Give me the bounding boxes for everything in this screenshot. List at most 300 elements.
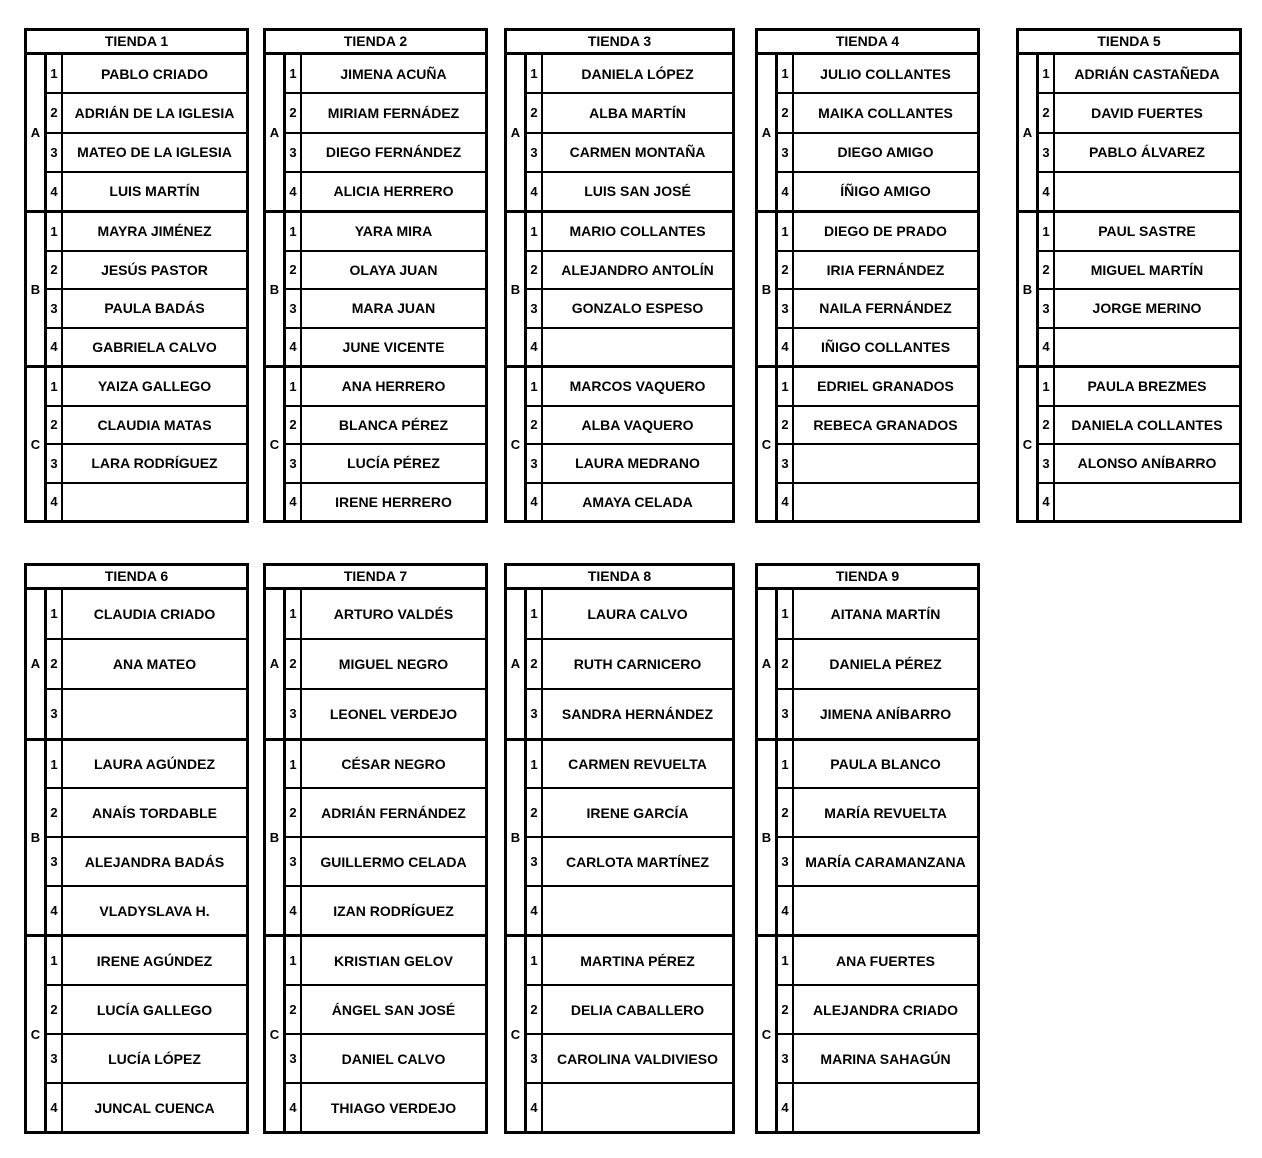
slot-name: GABRIELA CALVO: [92, 338, 217, 355]
slot-number: 3: [778, 134, 794, 171]
slot-row: [47, 55, 246, 92]
tienda-title: TIENDA 4: [758, 31, 977, 55]
group-rows: [47, 368, 246, 520]
slot-row: [778, 638, 977, 688]
group-rows: [286, 937, 485, 1131]
slot-row: [778, 787, 977, 836]
slot-number: 3: [47, 1035, 63, 1082]
slot-number: 2: [47, 407, 63, 444]
slot-number: 1: [527, 213, 543, 250]
group-label: C: [27, 937, 47, 1131]
slot-name: OLAYA JUAN: [349, 261, 438, 278]
group-label: A: [266, 590, 286, 738]
slot-number: 1: [778, 55, 794, 92]
slot-number: 3: [527, 1035, 543, 1082]
slot-number: 1: [527, 368, 543, 405]
slot-row: [778, 327, 977, 366]
slot-name: ALICIA HERRERO: [333, 183, 454, 200]
slot-number: 4: [527, 1084, 543, 1131]
slot-number: 1: [47, 368, 63, 405]
slot-name: CLAUDIA CRIADO: [93, 605, 216, 622]
slot-number: 4: [286, 1084, 302, 1131]
slot-row: [47, 836, 246, 885]
slot-number: 2: [1039, 407, 1055, 444]
slot-name: MIRIAM FERNÁDEZ: [327, 104, 460, 121]
slot-number: 3: [286, 290, 302, 327]
group-label: C: [266, 937, 286, 1131]
slot-number: 3: [527, 445, 543, 482]
slot-number: 1: [778, 937, 794, 984]
slot-name: DAVID FUERTES: [1091, 104, 1203, 121]
slot-number: 4: [527, 484, 543, 521]
slot-row: [527, 92, 732, 131]
group-label: B: [758, 213, 778, 365]
group-label: B: [1019, 213, 1039, 365]
group-label: C: [1019, 368, 1039, 520]
group-a: [507, 55, 732, 210]
group-b: [758, 210, 977, 365]
slot-number: 1: [47, 590, 63, 638]
slot-row: [47, 937, 246, 984]
slot-number: 2: [527, 407, 543, 444]
slot-number: 1: [778, 368, 794, 405]
slot-row: [527, 638, 732, 688]
slot-number: 2: [527, 252, 543, 289]
slot-row: [1039, 482, 1239, 521]
slot-name: MAIKA COLLANTES: [818, 104, 953, 121]
slot-number: 2: [1039, 94, 1055, 131]
slot-name: ÍÑIGO AMIGO: [840, 183, 931, 200]
slot-name: CARMEN REVUELTA: [568, 756, 707, 772]
slot-number: 1: [286, 741, 302, 788]
slot-row: [778, 1082, 977, 1131]
slot-number: 4: [286, 173, 302, 210]
group-rows: [778, 213, 977, 365]
slot-number: 4: [527, 173, 543, 210]
slot-number: 3: [1039, 445, 1055, 482]
slot-name: [794, 445, 977, 482]
slot-row: [1039, 92, 1239, 131]
slot-number: 1: [527, 55, 543, 92]
slot-name: [543, 1084, 732, 1131]
group-c: [27, 934, 246, 1131]
slot-name: PAULA BADÁS: [104, 300, 205, 317]
tienda-table: [263, 563, 488, 1134]
slot-number: 4: [286, 329, 302, 366]
slot-name: LUIS MARTÍN: [109, 183, 200, 200]
slot-row: [47, 638, 246, 688]
slot-row: [47, 132, 246, 171]
slot-row: [286, 368, 485, 405]
group-rows: [1039, 368, 1239, 520]
slot-number: 1: [1039, 368, 1055, 405]
group-label: B: [507, 213, 527, 365]
slot-name: DIEGO DE PRADO: [824, 223, 947, 240]
slot-number: 3: [47, 134, 63, 171]
tienda-body: [27, 590, 246, 1131]
group-label: A: [758, 590, 778, 738]
slot-number: 1: [778, 590, 794, 638]
tienda-table: [504, 563, 735, 1134]
slot-name: KRISTIAN GELOV: [333, 952, 453, 969]
group-a: [758, 55, 977, 210]
slot-number: 1: [527, 937, 543, 984]
tienda-title: TIENDA 5: [1019, 31, 1239, 55]
slot-row: [47, 590, 246, 638]
slot-name: PABLO ÁLVAREZ: [1089, 144, 1205, 161]
group-label: A: [758, 55, 778, 210]
slot-name: DANIEL CALVO: [341, 1050, 446, 1067]
slot-number: 2: [47, 640, 63, 688]
slot-number: 1: [286, 55, 302, 92]
slot-row: [527, 741, 732, 788]
group-b: [27, 738, 246, 935]
slot-number: 2: [527, 640, 543, 688]
slot-row: [47, 92, 246, 131]
slot-row: [1039, 213, 1239, 250]
slot-number: 3: [286, 838, 302, 885]
slot-name: ADRIÁN FERNÁNDEZ: [321, 804, 466, 821]
group-label: B: [266, 213, 286, 365]
slot-name: [794, 887, 977, 934]
slot-number: 4: [778, 329, 794, 366]
slot-name: [543, 329, 732, 366]
slot-name: MARINA SAHAGÚN: [820, 1050, 951, 1067]
group-label: A: [266, 55, 286, 210]
slot-row: [47, 250, 246, 289]
slot-row: [47, 688, 246, 738]
slot-row: [47, 405, 246, 444]
slot-number: 2: [778, 252, 794, 289]
slot-name: IRIA FERNÁNDEZ: [826, 261, 945, 278]
slot-number: 4: [47, 329, 63, 366]
tienda-body: [758, 55, 977, 520]
slot-row: [47, 213, 246, 250]
slot-row: [527, 368, 732, 405]
slot-number: 4: [778, 173, 794, 210]
slot-number: 2: [778, 640, 794, 688]
slot-name: ALBA MARTÍN: [589, 104, 686, 121]
slot-name: MARA JUAN: [351, 300, 436, 317]
tienda-table: [1016, 28, 1242, 523]
slot-number: 3: [778, 838, 794, 885]
group-c: [1019, 365, 1239, 520]
slot-row: [778, 443, 977, 482]
slot-number: 1: [286, 213, 302, 250]
group-a: [266, 55, 485, 210]
slot-name: ALEJANDRA BADÁS: [84, 853, 225, 870]
slot-row: [527, 937, 732, 984]
group-b: [507, 738, 732, 935]
slot-row: [527, 405, 732, 444]
group-label: A: [27, 55, 47, 210]
group-rows: [778, 937, 977, 1131]
slot-row: [527, 55, 732, 92]
group-a: [1019, 55, 1239, 210]
group-rows: [286, 368, 485, 520]
group-label: C: [507, 937, 527, 1131]
group-a: [266, 590, 485, 738]
slot-name: ADRIÁN CASTAÑEDA: [1074, 65, 1220, 82]
slot-number: 1: [527, 741, 543, 788]
slot-row: [286, 171, 485, 210]
slot-number: 4: [47, 484, 63, 521]
slot-name: [1055, 484, 1239, 521]
group-rows: [47, 590, 246, 738]
tienda-body: [1019, 55, 1239, 520]
tienda-table: [504, 28, 735, 523]
slot-row: [286, 250, 485, 289]
slot-number: 1: [778, 213, 794, 250]
group-rows: [286, 55, 485, 210]
tienda-table: [755, 563, 980, 1134]
slot-row: [778, 132, 977, 171]
slot-number: 2: [527, 789, 543, 836]
slot-number: 2: [286, 789, 302, 836]
slot-name: JIMENA ACUÑA: [340, 65, 447, 82]
slot-row: [1039, 132, 1239, 171]
slot-number: 3: [47, 690, 63, 738]
slot-number: 4: [286, 887, 302, 934]
slot-name: RUTH CARNICERO: [573, 655, 702, 672]
slot-number: 1: [778, 741, 794, 788]
slot-number: 3: [527, 134, 543, 171]
slot-name: ALONSO ANÍBARRO: [1077, 455, 1217, 472]
slot-row: [286, 638, 485, 688]
slot-name: [794, 484, 977, 521]
slot-name: MAYRA JIMÉNEZ: [97, 223, 212, 240]
slot-number: 2: [47, 789, 63, 836]
slot-row: [47, 288, 246, 327]
slot-row: [1039, 405, 1239, 444]
slot-name: VLADYSLAVA H.: [99, 902, 210, 919]
group-a: [27, 590, 246, 738]
group-label: A: [1019, 55, 1039, 210]
group-label: C: [266, 368, 286, 520]
slot-number: 4: [1039, 484, 1055, 521]
slot-number: 3: [286, 134, 302, 171]
slot-row: [778, 92, 977, 131]
slot-name: MIGUEL NEGRO: [338, 655, 449, 672]
group-b: [507, 210, 732, 365]
slot-name: PABLO CRIADO: [100, 65, 209, 82]
group-label: A: [27, 590, 47, 738]
slot-number: 4: [47, 887, 63, 934]
slot-name: BLANCA PÉREZ: [338, 416, 449, 433]
slot-name: LUIS SAN JOSÉ: [584, 183, 691, 200]
slot-number: 4: [778, 1084, 794, 1131]
group-label: C: [507, 368, 527, 520]
slot-row: [286, 1082, 485, 1131]
slot-row: [286, 92, 485, 131]
slot-row: [527, 443, 732, 482]
slot-row: [286, 327, 485, 366]
slot-name: LUCÍA GALLEGO: [96, 1001, 213, 1018]
slot-name: [63, 690, 246, 738]
slot-number: 3: [1039, 134, 1055, 171]
tienda-table: [755, 28, 980, 523]
group-label: B: [27, 213, 47, 365]
slot-name: JIMENA ANÍBARRO: [819, 705, 952, 722]
slot-number: 4: [527, 329, 543, 366]
slot-name: ANA MATEO: [112, 655, 197, 672]
slot-row: [47, 885, 246, 934]
slot-row: [47, 171, 246, 210]
slot-name: DANIELA COLLANTES: [1071, 416, 1223, 433]
slot-number: 2: [286, 407, 302, 444]
slot-number: 2: [47, 252, 63, 289]
slot-name: MARIO COLLANTES: [569, 223, 706, 240]
slot-number: 3: [1039, 290, 1055, 327]
slot-row: [527, 787, 732, 836]
tienda-title: TIENDA 2: [266, 31, 485, 55]
slot-name: IZAN RODRÍGUEZ: [333, 902, 454, 919]
slot-name: YARA MIRA: [354, 223, 433, 240]
slot-row: [778, 288, 977, 327]
slot-row: [527, 836, 732, 885]
slot-name: JESÚS PASTOR: [101, 261, 208, 278]
slot-row: [778, 482, 977, 521]
slot-name: EDRIEL GRANADOS: [817, 378, 954, 395]
group-c: [266, 365, 485, 520]
group-label: B: [507, 741, 527, 935]
group-a: [27, 55, 246, 210]
group-rows: [47, 55, 246, 210]
group-b: [1019, 210, 1239, 365]
slot-row: [286, 288, 485, 327]
slot-name: ALBA VAQUERO: [581, 416, 694, 433]
slot-name: LUCÍA LÓPEZ: [108, 1050, 201, 1067]
slot-name: [1055, 329, 1239, 366]
slot-row: [778, 405, 977, 444]
slot-row: [527, 288, 732, 327]
tienda-title: TIENDA 9: [758, 566, 977, 590]
slot-name: [794, 1084, 977, 1131]
slot-number: 1: [286, 937, 302, 984]
tienda-table: [263, 28, 488, 523]
tienda-body: [27, 55, 246, 520]
group-rows: [527, 741, 732, 935]
slot-row: [1039, 250, 1239, 289]
group-rows: [47, 741, 246, 935]
slot-name: IÑIGO COLLANTES: [820, 338, 951, 355]
slot-row: [47, 327, 246, 366]
slot-name: PAULA BLANCO: [830, 756, 941, 772]
slot-number: 1: [286, 368, 302, 405]
slot-row: [778, 1033, 977, 1082]
slot-row: [527, 984, 732, 1033]
group-rows: [286, 741, 485, 935]
group-rows: [778, 741, 977, 935]
tienda-title: TIENDA 1: [27, 31, 246, 55]
slot-number: 1: [286, 590, 302, 638]
slot-number: 3: [47, 445, 63, 482]
slot-name: YAIZA GALLEGO: [97, 378, 212, 395]
slot-name: DANIELA PÉREZ: [829, 655, 942, 672]
slot-row: [527, 250, 732, 289]
group-b: [266, 738, 485, 935]
group-label: B: [758, 741, 778, 935]
slot-name: CLAUDIA MATAS: [97, 416, 212, 433]
slot-row: [286, 787, 485, 836]
slot-row: [778, 590, 977, 638]
slot-name: ALEJANDRA CRIADO: [813, 1001, 958, 1018]
slot-row: [778, 741, 977, 788]
group-b: [266, 210, 485, 365]
slot-number: 3: [47, 290, 63, 327]
slot-row: [47, 1033, 246, 1082]
tienda-title: TIENDA 7: [266, 566, 485, 590]
slot-row: [527, 482, 732, 521]
group-rows: [527, 590, 732, 738]
slot-number: 3: [527, 690, 543, 738]
slot-row: [527, 171, 732, 210]
slot-row: [286, 1033, 485, 1082]
slot-number: 1: [527, 590, 543, 638]
slot-name: ALEJANDRO ANTOLÍN: [561, 261, 714, 278]
slot-name: DIEGO AMIGO: [837, 144, 934, 161]
slot-number: 1: [47, 55, 63, 92]
slot-number: 2: [527, 986, 543, 1033]
slot-row: [1039, 327, 1239, 366]
slot-number: 4: [778, 484, 794, 521]
group-label: C: [758, 937, 778, 1131]
slot-name: IRENE HERRERO: [335, 493, 452, 510]
tienda-body: [266, 55, 485, 520]
group-label: C: [27, 368, 47, 520]
group-rows: [47, 937, 246, 1131]
slot-name: MARÍA REVUELTA: [824, 804, 947, 821]
slot-name: THIAGO VERDEJO: [330, 1099, 457, 1116]
slot-name: [63, 484, 246, 521]
slot-number: 2: [1039, 252, 1055, 289]
slot-row: [47, 787, 246, 836]
slot-row: [47, 482, 246, 521]
slot-number: 4: [778, 887, 794, 934]
slot-name: [543, 887, 732, 934]
slot-number: 4: [47, 1084, 63, 1131]
slot-row: [286, 482, 485, 521]
slot-row: [286, 885, 485, 934]
slot-name: CARLOTA MARTÍNEZ: [565, 853, 710, 870]
slot-number: 3: [527, 838, 543, 885]
slot-name: GONZALO ESPESO: [571, 300, 704, 317]
slot-row: [778, 937, 977, 984]
group-c: [507, 934, 732, 1131]
slot-name: CÉSAR NEGRO: [341, 756, 446, 772]
slot-name: CARMEN MONTAÑA: [569, 144, 706, 161]
group-b: [758, 738, 977, 935]
slot-name: LAURA CALVO: [587, 605, 688, 622]
slot-number: 2: [47, 986, 63, 1033]
slot-name: LEONEL VERDEJO: [329, 705, 458, 722]
slot-row: [286, 741, 485, 788]
group-rows: [286, 213, 485, 365]
slot-number: 3: [286, 445, 302, 482]
slot-name: JORGE MERINO: [1092, 300, 1202, 317]
slot-row: [527, 1082, 732, 1131]
slot-row: [286, 590, 485, 638]
slot-row: [47, 1082, 246, 1131]
slot-number: 1: [1039, 55, 1055, 92]
slot-row: [527, 132, 732, 171]
group-c: [266, 934, 485, 1131]
slot-row: [778, 368, 977, 405]
tienda-title: TIENDA 6: [27, 566, 246, 590]
slot-row: [47, 741, 246, 788]
slot-name: LAURA MEDRANO: [575, 455, 700, 472]
slot-row: [286, 984, 485, 1033]
